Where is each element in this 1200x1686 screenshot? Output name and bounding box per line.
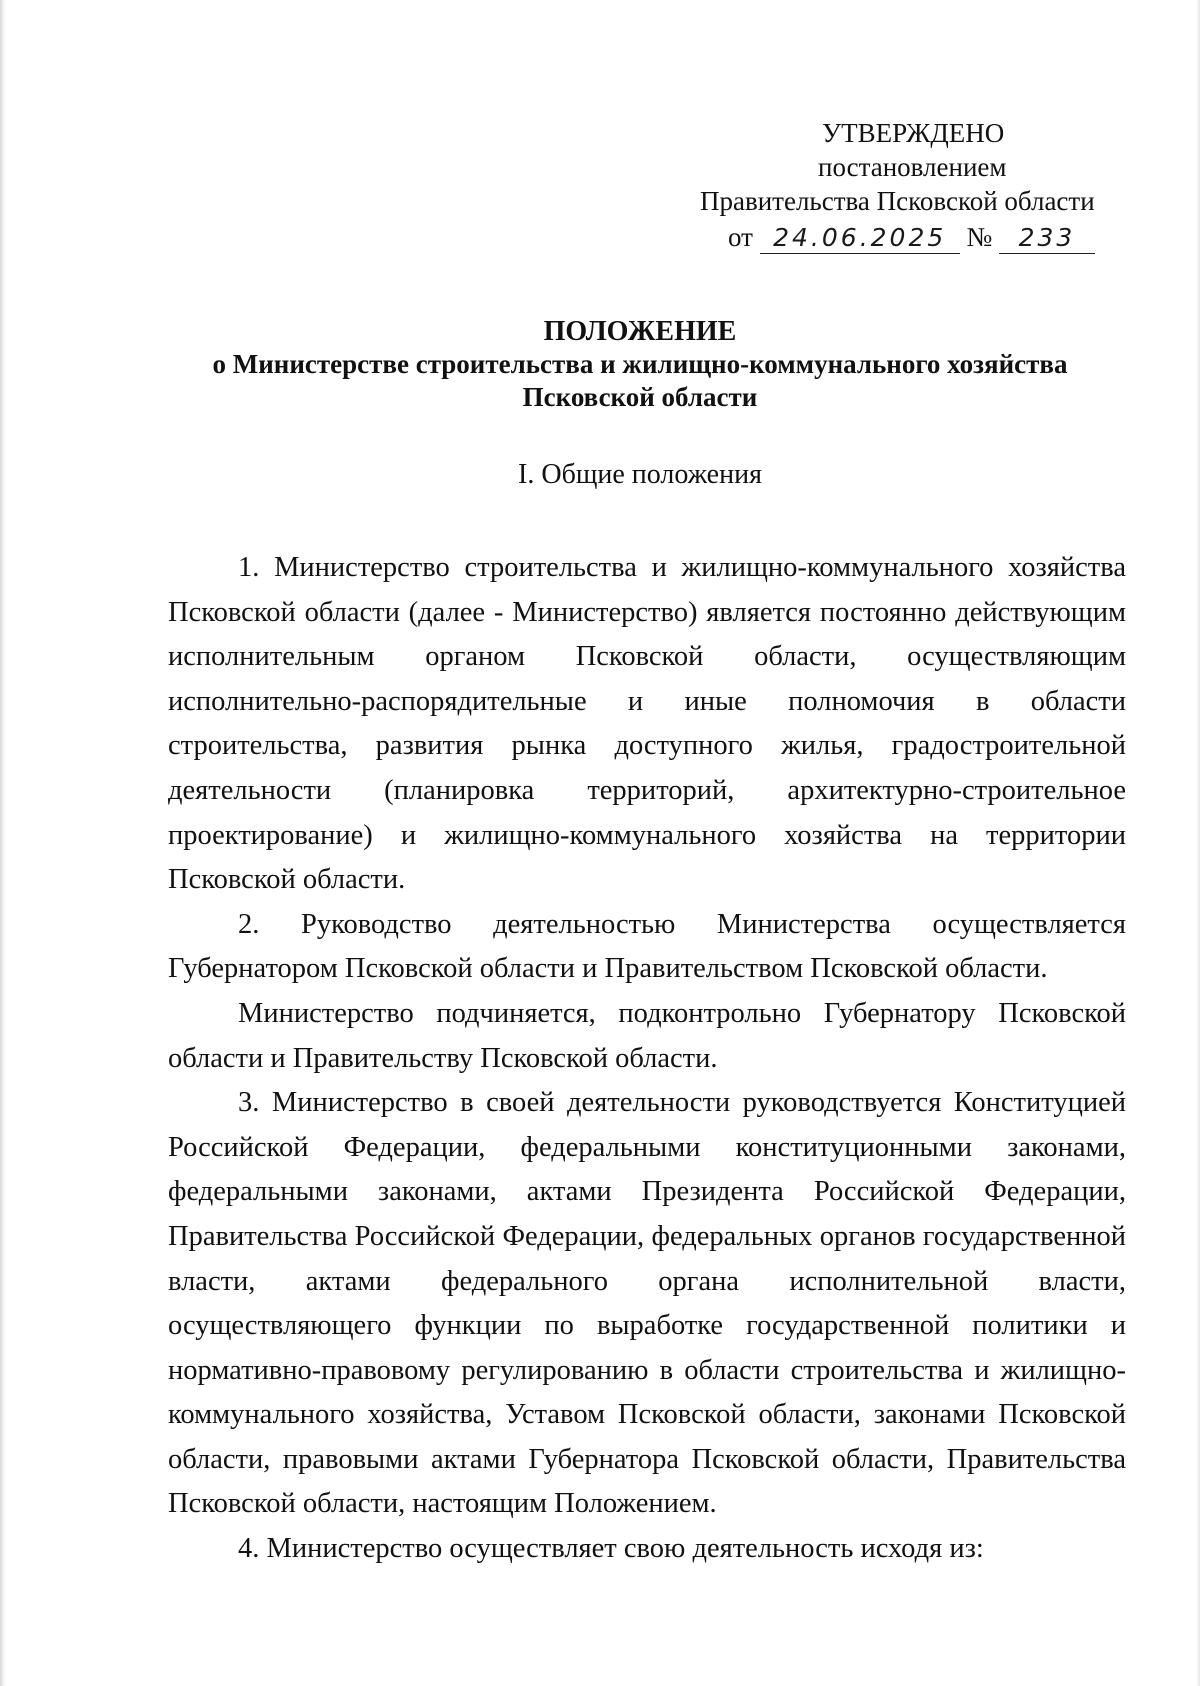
date-prefix: от <box>728 222 753 252</box>
heading-region: Псковской области <box>522 382 758 412</box>
paragraph-2-continued: Министерство подчиняется, подконтрольно Губернатору Псковской области и Правительству Псковской области. <box>168 997 1126 1074</box>
approval-title: УТВЕРЖДЕНО <box>822 118 1005 148</box>
scan-edge-left <box>0 0 6 1686</box>
paragraph-3: 3. Министерство в своей деятельности руководствуется Конституцией Российской Федерации, федеральными конституционными законами, федеральными законами, актами Президента Российской Федерации, Правительства Российской Федерации, федеральных органов государственной власти, актами федерального органа исполнительной власти, осуществляющего функции по выработке государственной политики и нормативно-правовому регулированию в области строительства и жилищно-коммунального хозяйства, Уставом Псковской области, законами Псковской области, правовыми актами Губернатора Псковской области, Правительства Псковской области, настоящим Положением. <box>168 1087 1126 1520</box>
document-body <box>168 546 1126 1572</box>
handwritten-date: 24.06.2025 <box>760 223 960 254</box>
scan-edge-right <box>1196 0 1200 1686</box>
paragraph-4: 4. Министерство осуществляет свою деятельность исходя из: <box>238 1533 984 1565</box>
heading-main: ПОЛОЖЕНИЕ <box>543 316 737 347</box>
heading-subtitle: о Министерстве строительства и жилищно-коммунального хозяйства <box>212 349 1068 379</box>
number-sign: № <box>966 222 993 252</box>
approval-by: постановлением <box>818 152 1007 182</box>
handwritten-number: 233 <box>999 223 1095 254</box>
approval-authority: Правительства Псковской области <box>700 186 1095 216</box>
approval-block <box>700 116 1140 254</box>
document-heading <box>150 315 1130 414</box>
approval-date-row <box>700 220 1140 254</box>
section-title: I. Общие положения <box>518 459 762 490</box>
paragraph-1: 1. Министерство строительства и жилищно-коммунального хозяйства Псковской области (далее - Министерство) является постоянно действующим исполнительным органом Псковской области, осуществляющим исполнительно-распорядительные и иные полномочия в области строительства, развития рынка доступного жилья, градостроительной деятельности (планировка территорий, архитектурно-строительное проектирование) и жилищно-коммунального хозяйства на территории Псковской области. <box>168 552 1126 896</box>
paragraph-2: 2. Руководство деятельностью Министерства осуществляется Губернатором Псковской области и Правительством Псковской области. <box>168 908 1126 985</box>
